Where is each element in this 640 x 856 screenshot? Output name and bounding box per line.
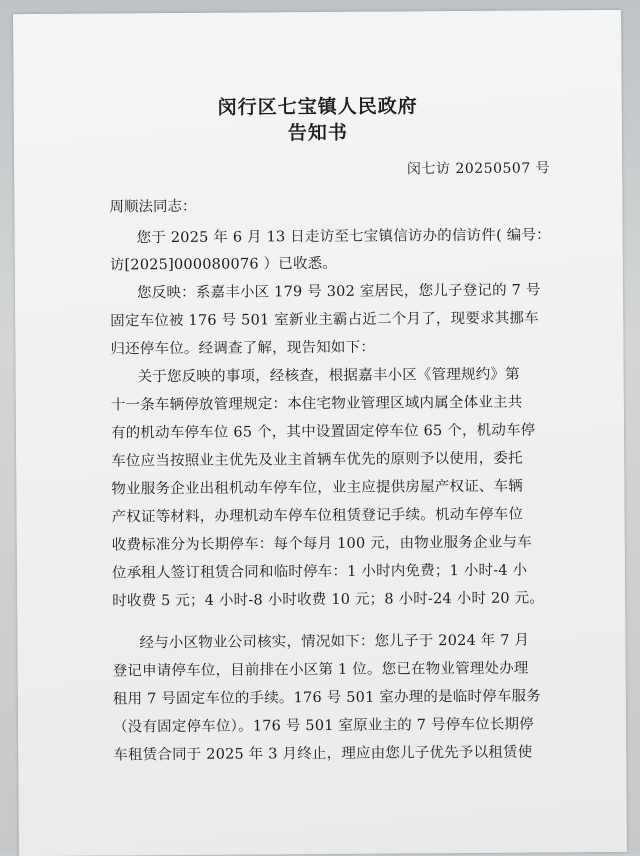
body-line: 车租赁合同于 2025 年 3 月终止，理应由您儿子优先予以租赁使 [113,744,533,764]
body-line: 十一条车辆停放管理规定：本住宅物业管理区域内属全体业主共 [110,394,523,414]
body-line: 访[2025]000080076 ）已收悉。 [109,255,338,274]
body-line: 您反映：系嘉丰小区 179 号 302 室居民，您儿子登记的 7 号 [136,282,541,302]
notice-document [13,10,627,856]
body-line: 产权证等材料，办理机动车停车位租赁登记手续。机动车停车位 [111,506,524,526]
body-line: （没有固定停车位）。176 号 501 室原业主的 7 号停车位长期停 [112,716,534,736]
body-line: 车位应当按照业主优先及业主首辆车优先的原则予以使用，委托 [111,450,523,470]
body-line: 位承租人签订租赁合同和临时停车：1 小时内免费；1 小时-4 小 [111,562,528,582]
body-line: 租用 7 号固定车位的手续。176 号 501 室办理的是临时停车服务 [112,688,542,708]
addressee: 周顺法同志： [109,198,197,216]
body-line: 时收费 5 元；4 小时-8 小时收费 10 元；8 小时-24 小时 20 元。 [112,590,545,610]
body-line: 您于 2025 年 6 月 13 日走访至七宝镇信访办的信访件( 编号： [136,227,551,247]
document-title: 闵行区七宝镇人民政府 [217,95,418,119]
body-line: 经与小区物业公司核实，情况如下：您儿子于 2024 年 7 月 [139,632,530,652]
body-line: 关于您反映的事项，经核查，根据嘉丰小区《管理规约》第 [137,366,520,386]
body-line: 固定车位被 176 号 501 室新业主霸占近二个月了，现要求其挪车 [110,310,539,330]
body-line: 登记申请停车位，目前排在小区第 1 位。您已在物业管理处办理 [112,660,529,680]
body-line: 归还停车位。经调查了解，现告知如下： [110,339,376,358]
reference-number: 闵七访 20250507 号 [406,160,551,178]
body-line: 收费标准分为长期停车：每个每月 100 元，由物业服务企业与车 [111,534,532,554]
document-subtitle: 告知书 [287,121,348,145]
body-line: 有的机动车停车位 65 个，其中设置固定停车位 65 个，机动车停 [110,422,536,442]
body-line: 物业服务企业出租机动车停车位，业主应提供房屋产权证、车辆 [111,478,524,498]
